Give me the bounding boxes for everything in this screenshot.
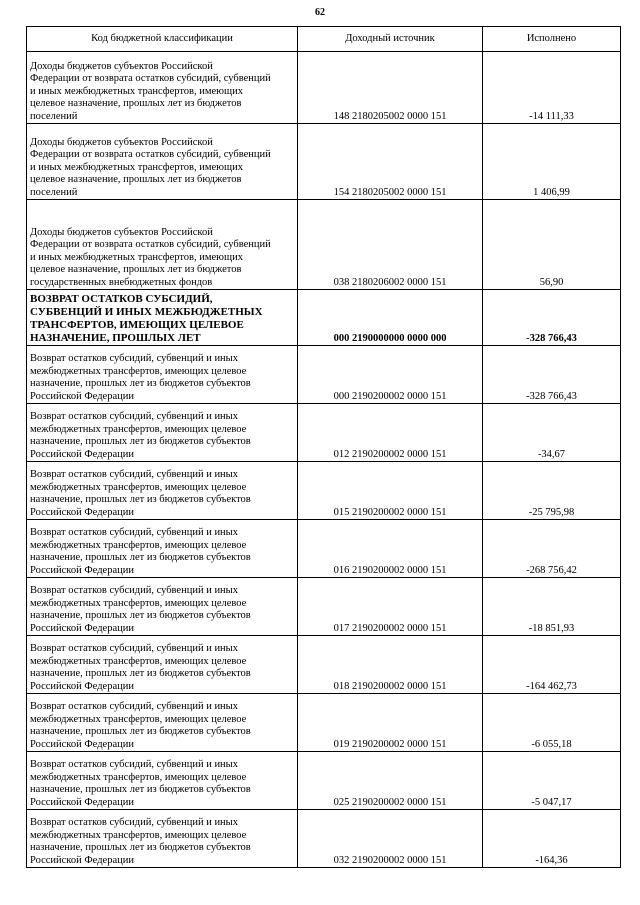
table-row [27,124,621,200]
header-row [27,27,621,52]
row-executed-amount: -164 462,73 [483,636,621,694]
row-description [27,200,298,290]
description-line: межбюджетных трансфертов, имеющих целевое [30,423,247,435]
description-line: назначение, прошлых лет из бюджетов субъектов [30,436,251,447]
description-line: целевое назначение, прошлых лет из бюджетов [30,264,242,275]
table-row [27,52,621,124]
description-line: и иных межбюджетных трансфертов, имеющих [30,251,243,263]
row-income-code: 038 2180206002 0000 151 [298,200,483,290]
row-executed-amount: -328 766,43 [483,346,621,404]
row-description [27,578,298,636]
table-row [27,404,621,462]
description-line: межбюджетных трансфертов, имеющих целевое [30,829,247,841]
description-line: межбюджетных трансфертов, имеющих целевое [30,597,247,609]
description-line: назначение, прошлых лет из бюджетов субъектов [30,726,251,737]
table-body [27,52,621,868]
row-executed-amount: -328 766,43 [483,290,621,346]
description-line: Возврат остатков субсидий, субвенций и иных [30,701,238,712]
description-line: СУБВЕНЦИЙ И ИНЫХ МЕЖБЮДЖЕТНЫХ [30,306,263,318]
description-line: назначение, прошлых лет из бюджетов субъектов [30,552,251,563]
table-row [27,636,621,694]
description-line: назначение, прошлых лет из бюджетов субъектов [30,842,251,853]
row-executed-amount: -34,67 [483,404,621,462]
description-line: Возврат остатков субсидий, субвенций и иных [30,353,238,364]
row-description [27,346,298,404]
description-line: межбюджетных трансфертов, имеющих целевое [30,771,247,783]
description-line: Федерации от возврата остатков субсидий, субвенций [30,149,271,160]
description-line: межбюджетных трансфертов, имеющих целевое [30,655,247,667]
description-line: Федерации от возврата остатков субсидий, субвенций [30,239,271,250]
description-line: назначение, прошлых лет из бюджетов субъектов [30,494,251,505]
row-description [27,752,298,810]
description-line: государственных внебюджетных фондов [30,276,213,288]
header-income-source: Доходный источник [298,27,483,52]
table-row [27,520,621,578]
description-line: Доходы бюджетов субъектов Российской [30,136,213,148]
header-executed: Исполнено [483,27,621,52]
row-income-code: 015 2190200002 0000 151 [298,462,483,520]
description-line: Российской Федерации [30,390,134,402]
description-line: назначение, прошлых лет из бюджетов субъектов [30,378,251,389]
description-line: Доходы бюджетов субъектов Российской [30,226,213,238]
description-line: НАЗНАЧЕНИЕ, ПРОШЛЫХ ЛЕТ [30,332,201,344]
table-row [27,346,621,404]
description-line: ВОЗВРАТ ОСТАТКОВ СУБСИДИЙ, [30,293,213,305]
description-line: Возврат остатков субсидий, субвенций и иных [30,585,238,596]
row-description [27,636,298,694]
description-line: Российской Федерации [30,564,134,576]
table-row [27,694,621,752]
row-income-code: 018 2190200002 0000 151 [298,636,483,694]
row-income-code: 000 2190000000 0000 000 [298,290,483,346]
row-executed-amount: -18 851,93 [483,578,621,636]
description-line: Российской Федерации [30,854,134,866]
row-income-code: 025 2190200002 0000 151 [298,752,483,810]
description-line: Возврат остатков субсидий, субвенций и иных [30,527,238,538]
description-line: и иных межбюджетных трансфертов, имеющих [30,161,243,173]
description-line: Возврат остатков субсидий, субвенций и иных [30,759,238,770]
description-line: межбюджетных трансфертов, имеющих целевое [30,713,247,725]
description-line: Российской Федерации [30,738,134,750]
description-line: Возврат остатков субсидий, субвенций и иных [30,817,238,828]
table-row [27,462,621,520]
row-income-code: 032 2190200002 0000 151 [298,810,483,868]
row-executed-amount: -25 795,98 [483,462,621,520]
description-line: Российской Федерации [30,622,134,634]
description-line: Российской Федерации [30,506,134,518]
description-line: Российской Федерации [30,680,134,692]
description-line: назначение, прошлых лет из бюджетов субъектов [30,610,251,621]
description-line: целевое назначение, прошлых лет из бюджетов [30,98,242,109]
row-income-code: 019 2190200002 0000 151 [298,694,483,752]
row-description [27,694,298,752]
budget-table [26,26,621,868]
row-executed-amount: 1 406,99 [483,124,621,200]
description-line: целевое назначение, прошлых лет из бюджетов [30,174,242,185]
row-executed-amount: -6 055,18 [483,694,621,752]
description-line: Федерации от возврата остатков субсидий, субвенций [30,73,271,84]
row-description [27,290,298,346]
row-description [27,520,298,578]
table-header [27,27,621,52]
row-executed-amount: 56,90 [483,200,621,290]
row-income-code: 000 2190200002 0000 151 [298,346,483,404]
description-line: межбюджетных трансфертов, имеющих целевое [30,365,247,377]
description-line: назначение, прошлых лет из бюджетов субъектов [30,784,251,795]
description-line: поселений [30,110,78,122]
description-line: межбюджетных трансфертов, имеющих целевое [30,481,247,493]
table-row [27,752,621,810]
row-executed-amount: -5 047,17 [483,752,621,810]
row-executed-amount: -164,36 [483,810,621,868]
table-row [27,200,621,290]
description-line: и иных межбюджетных трансфертов, имеющих [30,85,243,97]
description-line: назначение, прошлых лет из бюджетов субъектов [30,668,251,679]
description-line: поселений [30,186,78,198]
row-executed-amount: -14 111,33 [483,52,621,124]
table-row [27,810,621,868]
description-line: Российской Федерации [30,796,134,808]
description-line: ТРАНСФЕРТОВ, ИМЕЮЩИХ ЦЕЛЕВОЕ [30,319,244,331]
description-line: Возврат остатков субсидий, субвенций и иных [30,411,238,422]
row-income-code: 016 2190200002 0000 151 [298,520,483,578]
table-row [27,578,621,636]
page-number: 62 [315,7,325,18]
row-description [27,404,298,462]
header-classification-code: Код бюджетной классификации [27,27,298,52]
row-income-code: 012 2190200002 0000 151 [298,404,483,462]
table-row [27,290,621,346]
row-executed-amount: -268 756,42 [483,520,621,578]
description-line: Возврат остатков субсидий, субвенций и иных [30,469,238,480]
row-income-code: 148 2180205002 0000 151 [298,52,483,124]
row-income-code: 154 2180205002 0000 151 [298,124,483,200]
row-income-code: 017 2190200002 0000 151 [298,578,483,636]
description-line: Доходы бюджетов субъектов Российской [30,60,213,72]
description-line: Возврат остатков субсидий, субвенций и иных [30,643,238,654]
description-line: межбюджетных трансфертов, имеющих целевое [30,539,247,551]
row-description [27,52,298,124]
row-description [27,810,298,868]
row-description [27,124,298,200]
description-line: Российской Федерации [30,448,134,460]
row-description [27,462,298,520]
